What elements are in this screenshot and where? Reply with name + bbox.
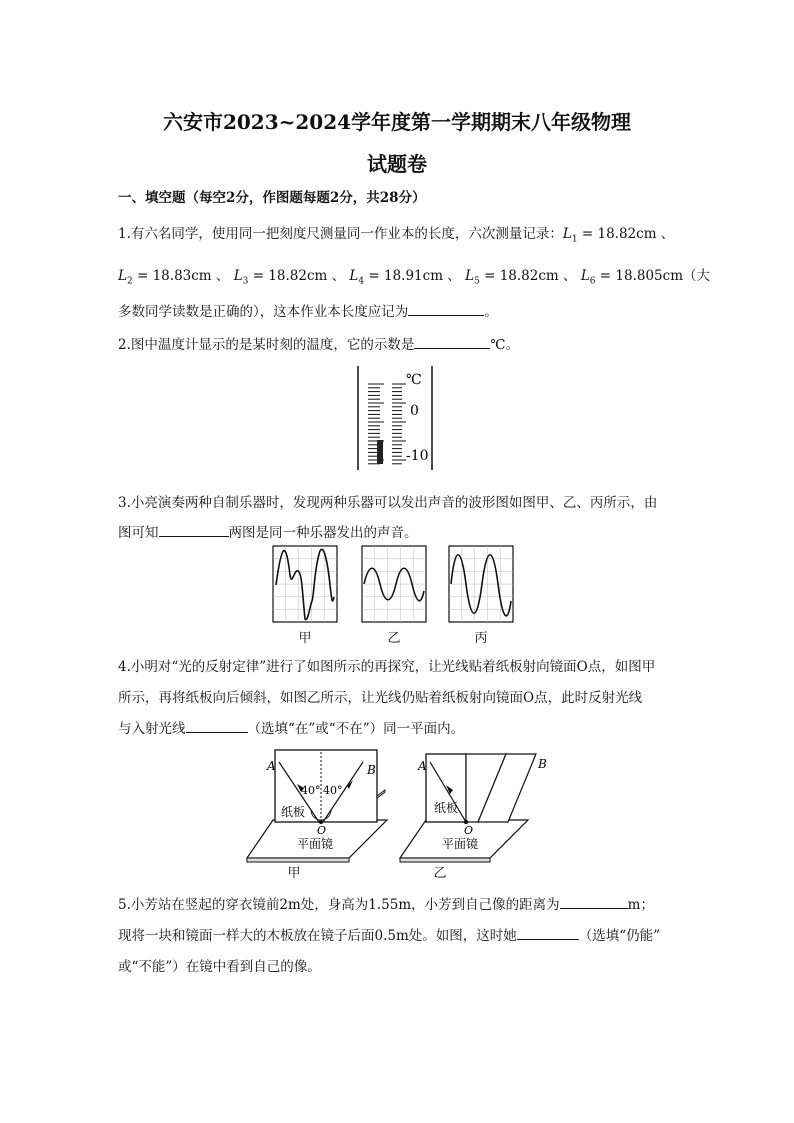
q1-l6-value: = 18.805cm（大	[595, 268, 711, 284]
ray-label-b-2: B	[538, 757, 547, 771]
waveform-b-grid	[362, 546, 426, 622]
figure-b-caption: 乙	[433, 866, 447, 881]
waveform-c-caption: 丙	[474, 631, 488, 646]
q5-line2-text: 现将一块和镜面一样大的木板放在镜子后面0.5m处。如图，这时她	[118, 928, 517, 944]
q1-line3	[118, 300, 498, 320]
ray-label-a: A	[267, 759, 276, 773]
q1-l3: L	[233, 268, 243, 284]
q5-answer-blank-1[interactable]	[560, 894, 628, 909]
q1-l1-value: = 18.82cm 、	[577, 226, 675, 242]
reflection-figure-a	[245, 748, 395, 880]
q3-line2-text: 图可知	[118, 525, 159, 541]
mirror-label-2: 平面镜	[442, 837, 479, 851]
point-o-label: O	[317, 824, 327, 837]
page-subtitle: 试题卷	[367, 152, 427, 176]
waveform-a	[272, 545, 338, 623]
q1-line3-text: 多数同学读数是正确的），这本作业本长度应记为	[118, 304, 409, 320]
q1-l1-sub: 1	[571, 234, 578, 245]
paper-board-label-2: 纸板	[434, 801, 459, 815]
q1-l3-value: = 18.82cm 、	[248, 268, 346, 284]
q5-answer-blank-2[interactable]	[517, 925, 579, 940]
q5-line3: 或“不能”）在镜中看到自己的像。	[118, 959, 321, 975]
angle-label-reflect: 40°	[323, 784, 343, 797]
waveform-c	[448, 545, 514, 623]
q3-line1: 3.小亮演奏两种自制乐器时，发现两种乐器可以发出声音的波形图如图甲、乙、丙所示，由	[118, 495, 658, 511]
q2-text-end: ℃。	[490, 337, 519, 353]
q1-l2: L	[118, 268, 127, 284]
q4-line3	[118, 717, 464, 737]
q1-l2-value: = 18.83cm 、	[132, 268, 230, 284]
q1-l5-value: = 18.82cm 、	[479, 268, 577, 284]
thermometer-figure	[350, 364, 440, 474]
q1-l5: L	[465, 268, 475, 284]
q4-line3-end: （选填“在”或“不在”）同一平面内。	[247, 721, 465, 737]
q1-answer-blank[interactable]	[408, 301, 484, 316]
q1-l6: L	[580, 268, 590, 284]
thermo-label-0: 0	[410, 403, 419, 419]
q1-l5-sub: 5	[474, 276, 480, 287]
q1-line3-end: 。	[484, 304, 498, 320]
ray-label-b: B	[367, 763, 376, 777]
q1-l4: L	[349, 268, 359, 284]
q4-answer-blank[interactable]	[186, 718, 248, 733]
waveform-b-caption: 乙	[387, 631, 401, 646]
q2-answer-blank[interactable]	[414, 334, 490, 349]
q5-line1-end: m；	[627, 897, 654, 913]
q4-line2: 所示，再将纸板向后倾斜，如图乙所示，让光线仍贴着纸板射向镜面O点，此时反射光线	[118, 690, 643, 706]
q5-line1	[118, 893, 654, 913]
q1-l1: L	[562, 226, 572, 242]
q1-l6-sub: 6	[589, 276, 596, 287]
angle-label-incident: 40°	[301, 784, 321, 797]
ray-label-a-2: A	[418, 759, 427, 773]
point-o-label-2: O	[464, 824, 474, 837]
q4-line3-text: 与入射光线	[118, 721, 186, 737]
section-heading: 一、填空题（每空2分，作图题每题2分，共28分）	[118, 190, 426, 206]
q5-line1-text: 5.小芳站在竖起的穿衣镜前2m处，身高为1.55m，小芳到自己像的距离为	[118, 897, 560, 913]
thermo-label-minus10: -10	[406, 448, 429, 464]
q2-text: 2.图中温度计显示的是某时刻的温度，它的示数是	[118, 337, 415, 353]
reflection-figure-b	[398, 748, 558, 880]
page-title: 六安市2023~2024学年度第一学期期末八年级物理	[162, 110, 632, 134]
paper-board-label: 纸板	[281, 805, 306, 819]
q3-line2	[118, 521, 418, 541]
figure-a-caption: 甲	[287, 866, 301, 881]
q4-line1: 4.小明对“光的反射定律”进行了如图所示的再探究，让光线贴着纸板射向镜面O点，如图甲	[118, 659, 656, 675]
waveform-b	[361, 545, 427, 623]
q1-line2	[118, 264, 710, 287]
q1-line1	[118, 222, 674, 245]
thermo-unit: ℃	[406, 372, 422, 388]
q5-line2-end: （选填“仍能”	[578, 928, 661, 944]
waveform-a-caption: 甲	[298, 631, 312, 646]
q3-answer-blank[interactable]	[159, 522, 229, 537]
q3-line2-end: 两图是同一种乐器发出的声音。	[228, 525, 418, 541]
q1-l3-sub: 3	[242, 276, 249, 287]
mirror-label: 平面镜	[297, 837, 334, 851]
q2-line1	[118, 333, 519, 353]
q1-l4-sub: 4	[358, 276, 365, 287]
q1-l2-sub: 2	[126, 276, 133, 287]
q1-prefix: 1.有六名同学，使用同一把刻度尺测量同一作业本的长度，六次测量记录：	[118, 226, 563, 242]
q1-l4-value: = 18.91cm 、	[364, 268, 461, 284]
q5-line2	[118, 924, 660, 944]
